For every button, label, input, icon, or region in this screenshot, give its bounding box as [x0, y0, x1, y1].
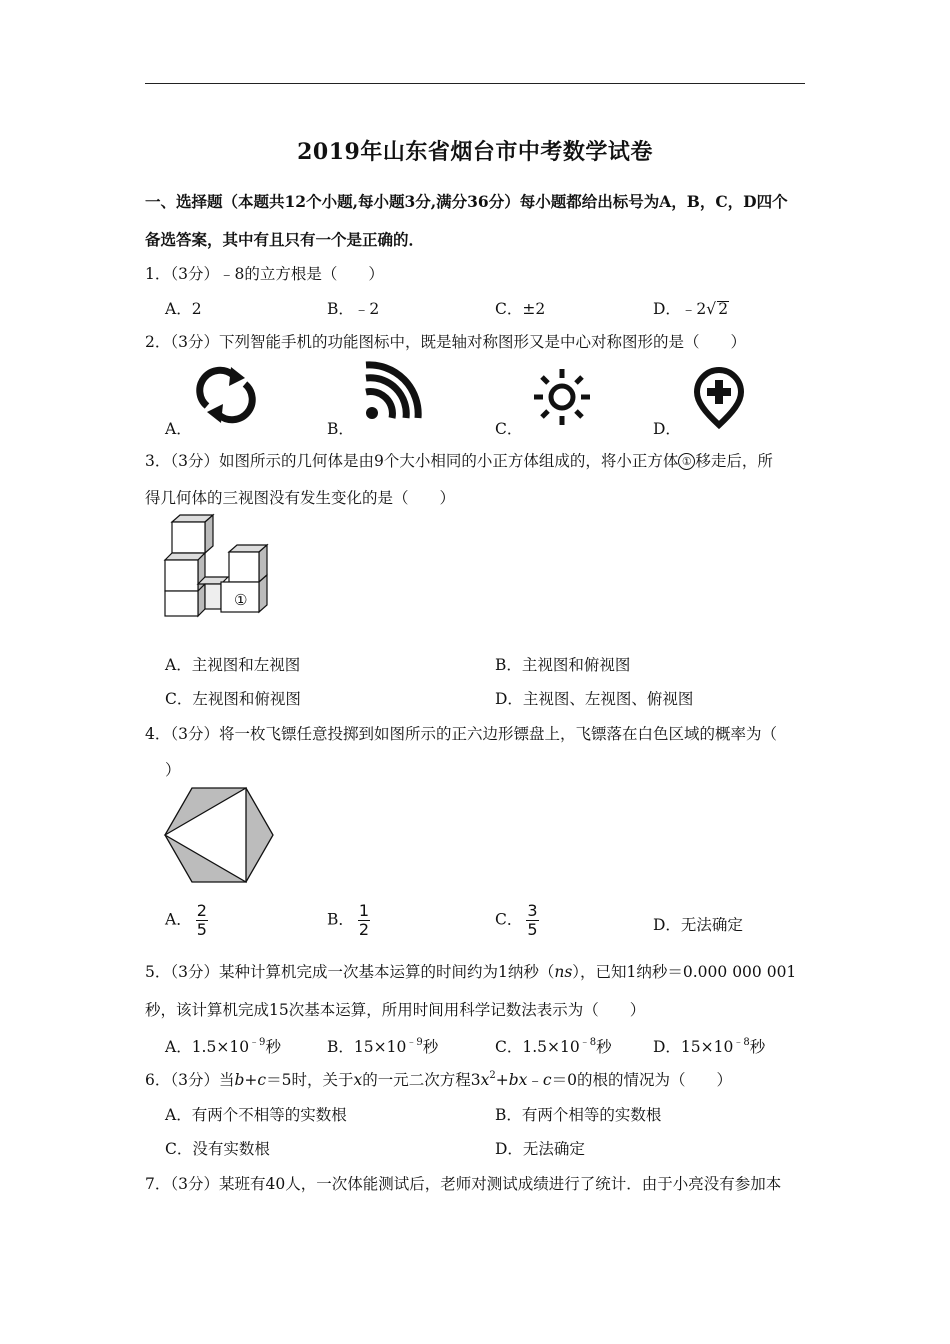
q6-option-a: A．有两个不相等的实数根	[165, 1106, 347, 1124]
q5-option-b-unit: 秒	[422, 1038, 439, 1056]
refresh-icon	[195, 366, 257, 424]
q5-option-b-base: B．15×10	[327, 1038, 407, 1056]
q4-option-b-numerator: 1	[358, 901, 370, 920]
q6-stem-part-5: +	[495, 1071, 509, 1089]
q5-option-c-exponent: ﹣8	[579, 1037, 597, 1048]
q5-option-b	[327, 1033, 438, 1057]
q4-option-c-fraction	[526, 902, 538, 939]
q3-option-a: A．主视图和左视图	[165, 656, 301, 674]
q4-option-c-numerator: 3	[527, 901, 538, 920]
q6-var-x2: x	[480, 1071, 490, 1089]
q2-option-b: B．	[327, 420, 354, 438]
cube-label: ①	[234, 591, 248, 609]
q3-option-c: C．左视图和俯视图	[165, 690, 301, 708]
q6-var-bx: bx	[508, 1071, 528, 1089]
q6-stem-part-2: +	[244, 1071, 258, 1089]
q3-stem-text-a: 3．（3分）如图所示的几何体是由9个大小相同的小正方体组成的，将小正方体	[145, 452, 679, 470]
q6-exponent: 2	[489, 1070, 496, 1081]
q4-option-b	[327, 902, 370, 939]
q4-option-c-label: C．	[495, 910, 523, 929]
q6-stem-part-1: 6．（3分）当	[145, 1071, 235, 1089]
q4-option-a-label: A．	[165, 910, 192, 929]
q7-stem: 7．（3分）某班有40人，一次体能测试后，老师对测试成绩进行了统计．由于小亮没有参加本	[145, 1175, 782, 1193]
q5-stem-line1	[145, 960, 796, 982]
q3-stem-line2: 得几何体的三视图没有发生变化的是（ ）	[145, 489, 456, 507]
q6-var-x: x	[353, 1071, 363, 1089]
section-heading-line1: 一、选择题（本题共12个小题,每小题3分,满分36分）每小题都给出标号为A，B，C，D四个	[145, 192, 788, 211]
q4-option-c	[495, 902, 539, 939]
section-heading-line2: 备选答案，其中有且只有一个是正确的．	[145, 230, 425, 249]
q2-option-c: C．	[495, 420, 523, 438]
q6-option-b: B．有两个相等的实数根	[495, 1106, 662, 1124]
q5-option-d-unit: 秒	[749, 1038, 766, 1056]
q3-option-d: D．主视图、左视图、俯视图	[495, 690, 694, 708]
q1-option-a: A．2	[165, 300, 202, 318]
q3-stem-text-b: 移走后，所	[695, 452, 773, 470]
q5-stem-unit: ns	[554, 963, 573, 981]
q1-option-d-prefix: D．﹣2	[653, 300, 707, 318]
q5-option-a-base: A．1.5×10	[165, 1038, 250, 1056]
q3-circled-number: ①	[678, 453, 695, 470]
q6-var-c: c	[257, 1071, 267, 1089]
q6-option-d: D．无法确定	[495, 1140, 585, 1158]
location-plus-icon	[693, 368, 745, 428]
header-rule	[145, 83, 805, 84]
sun-icon	[532, 369, 592, 425]
q6-stem-part-6: ﹣	[527, 1071, 543, 1089]
q4-option-b-denominator: 2	[358, 920, 370, 939]
q2-option-d: D．	[653, 420, 681, 438]
q6-option-c: C．没有实数根	[165, 1140, 270, 1158]
q5-option-a-exponent: ﹣9	[249, 1037, 266, 1048]
q1-stem: 1．（3分）﹣8的立方根是（ ）	[145, 265, 384, 283]
q4-option-a-numerator: 2	[196, 901, 207, 920]
q5-option-d-base: D．15×10	[653, 1038, 734, 1056]
q5-option-c-unit: 秒	[596, 1038, 612, 1056]
q6-var-c2: c	[542, 1071, 552, 1089]
q1-option-b: B．﹣2	[327, 300, 380, 318]
q6-stem	[145, 1068, 732, 1090]
q5-stem-line2: 秒，该计算机完成15次基本运算，所用时间用科学记数法表示为（ ）	[145, 1001, 646, 1019]
q6-stem-part-7: ＝0的根的情况为（ ）	[551, 1071, 732, 1089]
q5-option-c-base: C．1.5×10	[495, 1038, 580, 1056]
q5-option-b-exponent: ﹣9	[406, 1037, 423, 1048]
q4-option-a-denominator: 5	[196, 920, 207, 939]
q2-option-a: A．	[165, 420, 192, 438]
q4-option-b-label: B．	[327, 910, 354, 929]
q5-option-a	[165, 1033, 281, 1057]
q5-stem-text-a: 5．（3分）某种计算机完成一次基本运算的时间约为1纳秒（	[145, 963, 555, 981]
q1-option-c: C．±2	[495, 300, 546, 318]
q4-option-c-denominator: 5	[527, 920, 538, 939]
q5-option-d-exponent: ﹣8	[733, 1037, 750, 1048]
cube-figure	[162, 512, 274, 620]
q2-stem: 2．（3分）下列智能手机的功能图标中，既是轴对称图形又是中心对称图形的是（ ）	[145, 333, 746, 351]
q5-option-d	[653, 1033, 765, 1057]
q6-var-b: b	[234, 1071, 245, 1089]
q5-stem-text-b: ），已知1纳秒＝0.000 000 001	[572, 963, 797, 981]
q5-option-c	[495, 1033, 612, 1057]
q6-stem-part-3: ＝5时，关于	[266, 1071, 354, 1089]
q5-option-a-unit: 秒	[265, 1038, 281, 1056]
q6-stem-part-4: 的一元二次方程3	[362, 1071, 481, 1089]
q4-option-d: D．无法确定	[653, 916, 743, 934]
q4-stem-line2: ）	[165, 761, 181, 779]
q4-option-b-fraction	[358, 902, 370, 939]
q4-option-a-fraction	[196, 902, 208, 939]
wifi-signal-icon	[362, 364, 420, 424]
q3-option-b: B．主视图和俯视图	[495, 656, 631, 674]
q4-stem-line1: 4．（3分）将一枚飞镖任意投掷到如图所示的正六边形镖盘上，飞镖落在白色区域的概率为（	[145, 725, 777, 743]
q3-stem-line1	[145, 449, 773, 471]
hexagon-dartboard-figure	[163, 786, 275, 884]
page-title: 2019年山东省烟台市中考数学试卷	[297, 139, 653, 165]
q1-option-d: D．﹣2√ 2	[653, 300, 729, 318]
q4-option-a	[165, 902, 208, 939]
q1-option-d-radicand: 2	[718, 300, 729, 318]
